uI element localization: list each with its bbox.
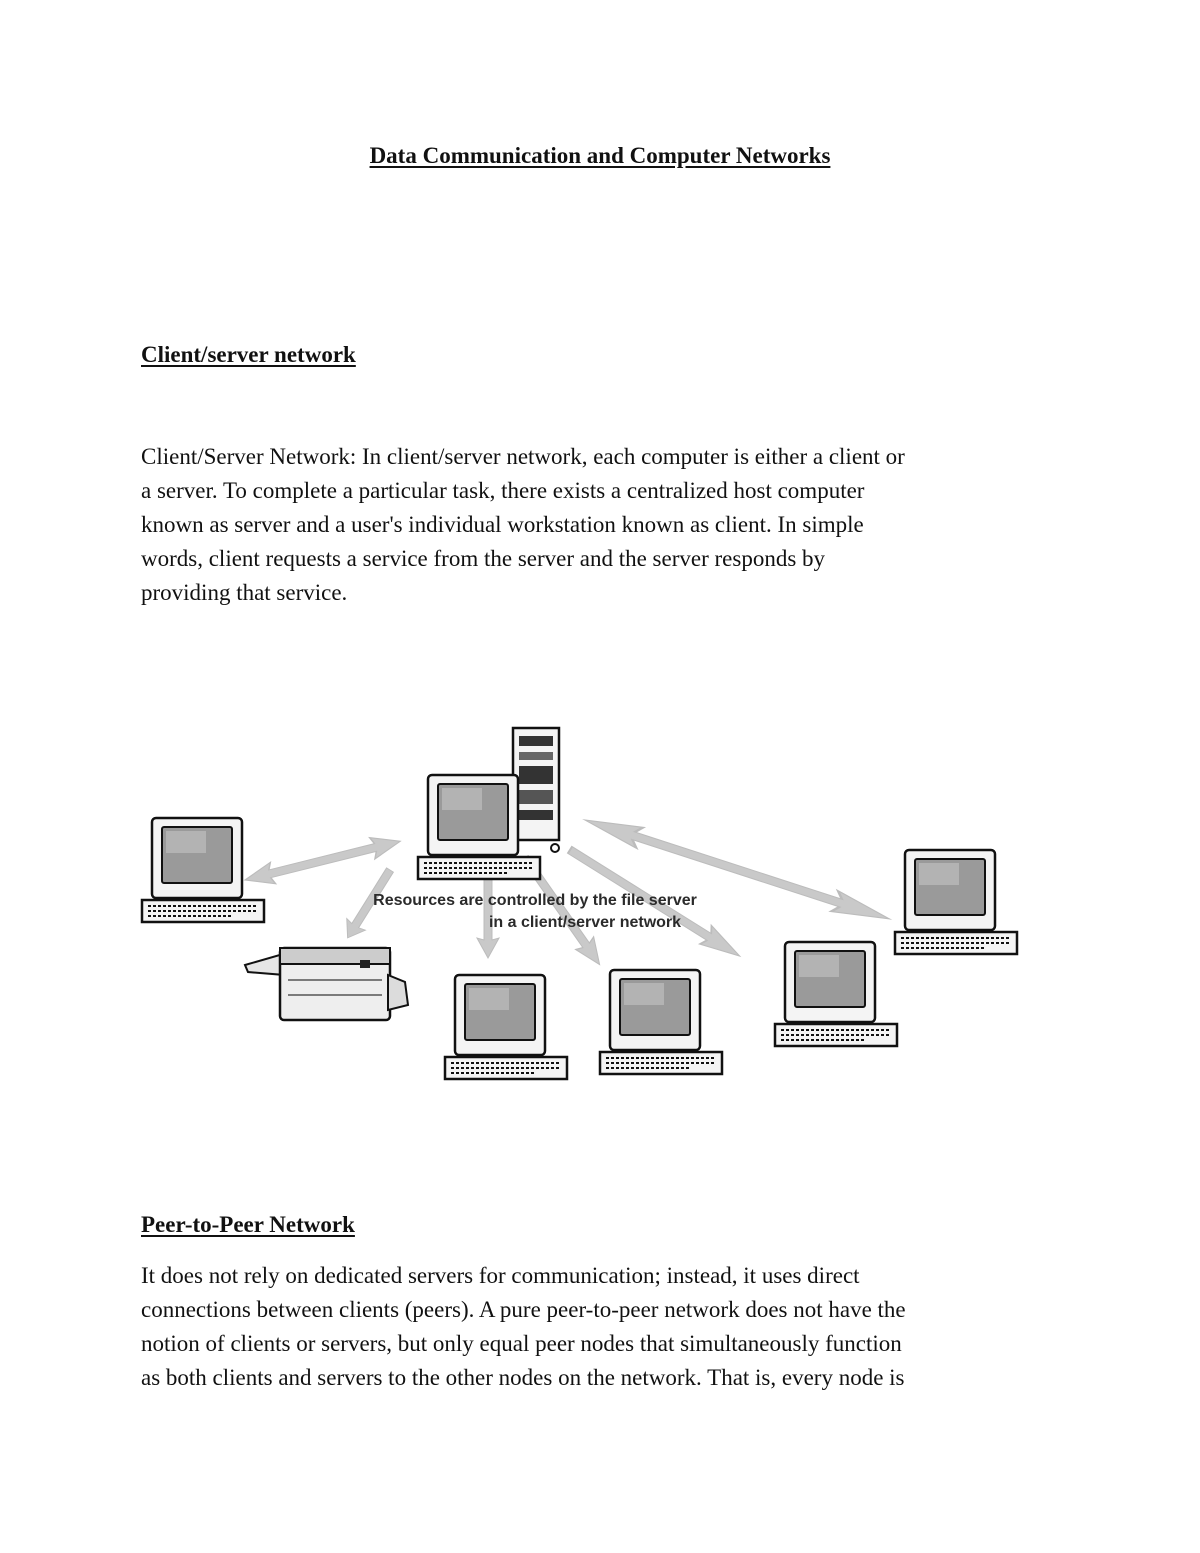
- paragraph-line: It does not rely on dedicated servers for communication; instead, it uses direct: [141, 1263, 860, 1288]
- figure-caption-line-2: in a client/server network: [488, 914, 682, 931]
- paragraph-line: connections between clients (peers). A pure peer-to-peer network does not have the: [141, 1297, 906, 1322]
- paragraph-line: Client/Server Network: In client/server network, each computer is either a client or: [141, 444, 905, 469]
- printer-icon: [245, 948, 408, 1020]
- section-heading-peer-to-peer: Peer-to-Peer Network: [141, 1212, 355, 1237]
- paragraph-line: a server. To complete a particular task, there exists a centralized host computer: [141, 478, 865, 503]
- paragraph-line: as both clients and servers to the other nodes on the network. That is, every node is: [141, 1365, 905, 1390]
- paragraph-line: notion of clients or servers, but only equal peer nodes that simultaneously function: [141, 1331, 902, 1356]
- paragraph-line: providing that service.: [141, 580, 348, 605]
- peer-to-peer-paragraph: [141, 1259, 1071, 1395]
- file-server-icon: [418, 728, 559, 879]
- client-computer-icon: [775, 942, 897, 1046]
- client-computer-icon: [895, 850, 1017, 954]
- client-computer-icon: [600, 970, 722, 1074]
- section-heading-client-server: Client/server network: [141, 342, 356, 367]
- paragraph-line: words, client requests a service from the server and the server responds by: [141, 546, 826, 571]
- client-computer-icon: [142, 818, 264, 922]
- figure-caption-line-1: Resources are controlled by the file server: [373, 892, 697, 909]
- client-server-paragraph: [141, 440, 1071, 610]
- client-server-diagram: [130, 720, 1040, 1100]
- document-title: Data Communication and Computer Networks: [369, 143, 831, 168]
- arrow-icon: [582, 810, 893, 930]
- paragraph-line: known as server and a user's individual workstation known as client. In simple: [141, 512, 864, 537]
- client-computer-icon: [445, 975, 567, 1079]
